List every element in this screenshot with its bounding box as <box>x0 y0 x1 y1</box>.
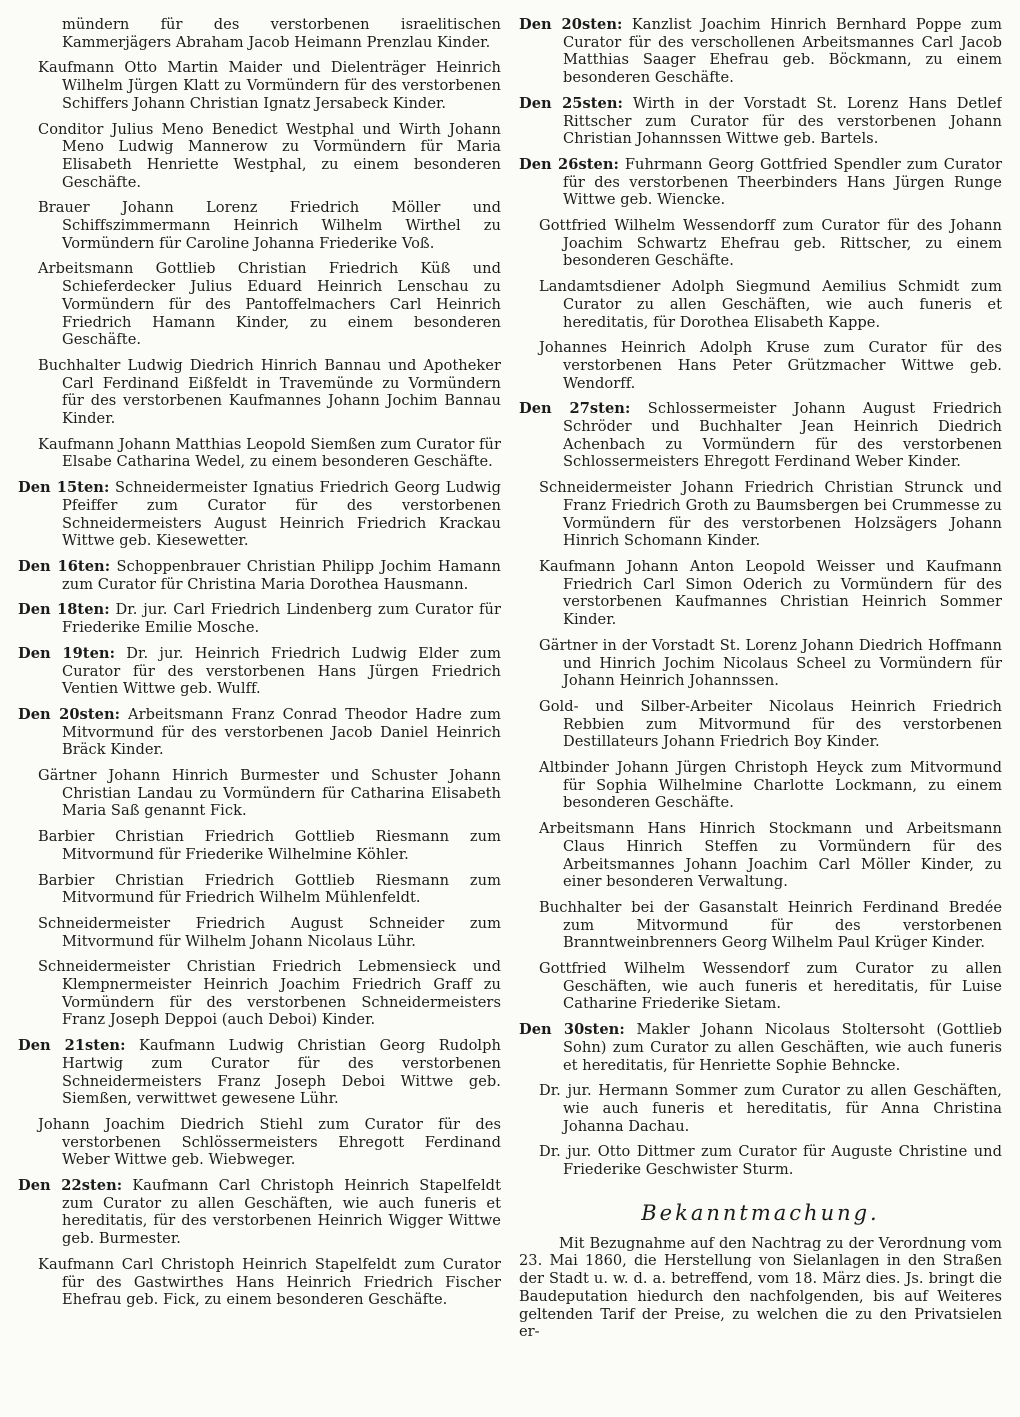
register-entry <box>519 960 1002 1013</box>
entry-date: Den 25sten: <box>519 94 623 112</box>
entry-text: Schneidermeister Christian Friedrich Lebmensieck und Klempnermeister Heinrich Joachim Friedrich Graff zu Vormündern für des verstorbenen Schneidermeisters Franz Joseph Deppoi (auch Deboi) Kinder. <box>38 958 501 1029</box>
entry-text: Kanzlist Joachim Hinrich Bernhard Poppe zum Curator für des verschollenen Arbeitsmannes Carl Jacob Matthias Saager Ehefrau geb. Böckmann, zu einem besonderen Geschäfte. <box>563 16 1002 87</box>
entry-date: Den 18ten: <box>18 601 110 619</box>
entry-text: Wirth in der Vorstadt St. Lorenz Hans Detlef Rittscher zum Curator für des verstorbenen Johann Christian Johannssen Wittwe geb. Bartels. <box>563 94 1002 148</box>
entry-text: Kaufmann Johann Anton Leopold Weisser und Kaufmann Friedrich Carl Simon Oderich zu Vormündern für des verstorbenen Kaufmannes Christian Heinrich Sommer Kinder. <box>539 557 1002 629</box>
entry-text: Fuhrmann Georg Gottfried Spendler zum Curator für des verstorbenen Theerbinders Hans Jürgen Runge Wittwe geb. Wiencke. <box>563 155 1002 209</box>
entry-text: Schneidermeister Friedrich August Schneider zum Mitvormund für Wilhelm Johann Nicolaus Lühr. <box>38 914 501 950</box>
register-entry <box>519 16 1002 87</box>
entry-text: Kaufmann Carl Christoph Heinrich Stapelfeldt zum Curator zu allen Geschäften, wie auch funeris et hereditatis, für des verstorbenen Heinrich Wigger Wittwe geb. Burmester. <box>62 1177 501 1248</box>
entry-date: Den 22sten: <box>18 1177 123 1195</box>
entry-text: Gold- und Silber-Arbeiter Nicolaus Heinrich Friedrich Rebbien zum Mitvormund für des verstorbenen Destillateurs Johann Friedrich Boy Kinder. <box>539 697 1002 751</box>
entry-text: Johann Joachim Diedrich Stiehl zum Curator für des verstorbenen Schlössermeisters Ehregott Ferdinand Weber Wittwe geb. Wiebweger. <box>38 1115 501 1169</box>
entry-text: Altbinder Johann Jürgen Christoph Heyck zum Mitvormund für Sophia Wilhelmine Charlotte Lockmann, zu einem besonderen Geschäfte. <box>539 759 1002 812</box>
right-column <box>517 16 1002 1407</box>
entry-text: Gottfried Wilhelm Wessendorf zum Curator zu allen Geschäften, wie auch funeris et hereditatis, für Luise Catharine Friederike Sietam. <box>539 960 1002 1013</box>
register-entry <box>18 436 501 471</box>
entry-date: Den 19ten: <box>18 644 116 662</box>
register-entry <box>18 1256 501 1309</box>
entry-text: Arbeitsmann Hans Hinrich Stockmann und Arbeitsmann Claus Hinrich Steffen zu Vormündern für des Arbeitsmannes Johann Joachim Carl Möller Kinder, zu einer besonderen Verwaltung. <box>539 820 1002 891</box>
register-entry <box>519 1021 1002 1074</box>
register-entry <box>519 759 1002 812</box>
register-entry <box>18 958 501 1029</box>
register-entry <box>519 95 1002 148</box>
entry-text: mündern für des verstorbenen israelitischen Kammerjägers Abraham Jacob Heimann Prenzlau Kinder. <box>62 16 501 51</box>
announcement-text: Mit Bezugnahme auf den Nachtrag zu der Verordnung vom 23. Mai 1860, die Herstellung von Sielanlagen in den Straßen der Stadt u. w. d. a. betreffend, vom 18. März dies. Js. bringt die Baudeputation hiedurch den nachfolgenden, bis auf Weiteres geltenden Tarif der Preise, zu welchen die zu den Privatsielen er- <box>519 1234 1002 1341</box>
entry-date: Den 20sten: <box>519 16 623 33</box>
entry-text: Kaufmann Johann Matthias Leopold Siemßen zum Curator für Elsabe Catharina Wedel, zu einem besonderen Geschäfte. <box>38 435 501 471</box>
register-entry <box>519 156 1002 209</box>
register-entry <box>18 1037 501 1108</box>
entry-text: Schneidermeister Johann Friedrich Christian Strunck und Franz Friedrich Groth zu Baumsbergen bei Crummesse zu Vormündern für des verstorbenen Holzsägers Johann Hinrich Schomann Kinder. <box>539 479 1002 550</box>
entry-text: Schlossermeister Johann August Friedrich Schröder und Buchhalter Jean Heinrich Diedrich Achenbach zu Vormündern für des verstorbenen Schlossermeisters Ehregott Ferdinand Weber Kinder. <box>563 400 1002 471</box>
entry-date: Den 30sten: <box>519 1021 625 1039</box>
entry-date: Den 26sten: <box>519 155 619 173</box>
register-entry <box>519 637 1002 690</box>
left-column <box>18 16 503 1407</box>
entry-text: Barbier Christian Friedrich Gottlieb Riesmann zum Mitvormund für Friederike Wilhelmine Köhler. <box>38 828 501 863</box>
entry-text: Arbeitsmann Franz Conrad Theodor Hadre zum Mitvormund für des verstorbenen Jacob Daniel Heinrich Bräck Kinder. <box>62 705 501 759</box>
register-entry <box>18 915 501 950</box>
entry-date: Den 16ten: <box>18 557 111 575</box>
entry-text: Buchhalter bei der Gasanstalt Heinrich Ferdinand Bredée zum Mitvormund für des verstorbenen Branntweinbrenners Georg Wilhelm Paul Krüger Kinder. <box>539 898 1002 952</box>
entry-text: Schoppenbrauer Christian Philipp Jochim Hamann zum Curator für Christina Maria Dorothea Hausmann. <box>62 557 501 593</box>
register-entry <box>18 59 501 112</box>
entry-date: Den 27sten: <box>519 400 631 418</box>
announcement-heading: Bekanntmachung. <box>641 1200 880 1225</box>
register-entry <box>519 400 1002 471</box>
register-entry <box>18 357 501 428</box>
register-entry <box>18 1177 501 1248</box>
entry-text: Barbier Christian Friedrich Gottlieb Riesmann zum Mitvormund für Friedrich Wilhelm Mühlenfeldt. <box>38 871 501 907</box>
entry-text: Dr. jur. Hermann Sommer zum Curator zu allen Geschäften, wie auch funeris et hereditatis, für Anna Christina Johanna Dachau. <box>539 1082 1002 1135</box>
entry-text: Kaufmann Ludwig Christian Georg Rudolph Hartwig zum Curator für des verstorbenen Schneidermeisters Franz Joseph Deboi Wittwe geb. Siemßen, verwittwet gewesene Lühr. <box>62 1037 501 1108</box>
entry-text: Kaufmann Otto Martin Maider und Dielenträger Heinrich Wilhelm Jürgen Klatt zu Vormündern für des verstorbenen Schiffers Johann Christian Ignatz Jersabeck Kinder. <box>38 59 501 112</box>
register-entry <box>519 1082 1002 1135</box>
register-entry <box>18 645 501 698</box>
entry-text: Dr. jur. Carl Friedrich Lindenberg zum Curator für Friederike Emilie Mosche. <box>62 601 501 637</box>
register-entry <box>519 820 1002 891</box>
register-entry <box>519 339 1002 392</box>
entry-text: Conditor Julius Meno Benedict Westphal und Wirth Johann Meno Ludwig Mannerow zu Vormündern für Maria Elisabeth Henriette Westphal, zu einem besonderen Geschäfte. <box>38 120 501 191</box>
entry-date: Den 15ten: <box>18 479 110 497</box>
register-entry <box>519 217 1002 270</box>
register-entry <box>519 1143 1002 1178</box>
register-entry <box>18 558 501 593</box>
register-entry <box>18 872 501 907</box>
entry-text: Schneidermeister Ignatius Friedrich Georg Ludwig Pfeiffer zum Curator für des verstorbenen Schneidermeisters August Heinrich Friedrich Krackau Wittwe geb. Kiesewetter. <box>62 479 501 550</box>
register-entry <box>519 278 1002 331</box>
entry-text: Johannes Heinrich Adolph Kruse zum Curator für des verstorbenen Hans Peter Grützmacher Wittwe geb. Wendorff. <box>539 339 1002 392</box>
entry-text: Arbeitsmann Gottlieb Christian Friedrich Küß und Schieferdecker Julius Eduard Heinrich Lenschau zu Vormündern für des Pantoffelmachers Carl Heinrich Friedrich Hamann Kinder, zu einem besonderen Geschäfte. <box>38 260 501 349</box>
register-entry <box>519 698 1002 751</box>
register-entry <box>18 260 501 349</box>
register-entry <box>18 706 501 759</box>
register-entry <box>18 121 501 192</box>
register-entry <box>519 479 1002 550</box>
register-entry <box>18 767 501 820</box>
register-entry <box>519 558 1002 629</box>
entry-text: Gärtner Johann Hinrich Burmester und Schuster Johann Christian Landau zu Vormündern für Catharina Elisabeth Maria Saß genannt Fick. <box>38 767 501 820</box>
register-entry <box>18 601 501 636</box>
entry-text: Landamtsdiener Adolph Siegmund Aemilius Schmidt zum Curator zu allen Geschäften, wie auch funeris et hereditatis, für Dorothea Elisabeth Kappe. <box>539 278 1002 331</box>
entry-text: Buchhalter Ludwig Diedrich Hinrich Bannau und Apotheker Carl Ferdinand Eißfeldt in Travemünde zu Vormündern für des verstorbenen Kaufmannes Johann Jochim Bannau Kinder. <box>38 356 501 428</box>
entry-text: Gottfried Wilhelm Wessendorff zum Curator für des Johann Joachim Schwartz Ehefrau geb. Rittscher, zu einem besonderen Geschäfte. <box>539 217 1002 270</box>
register-entry <box>18 479 501 550</box>
register-entry <box>18 828 501 863</box>
entry-text: Kaufmann Carl Christoph Heinrich Stapelfeldt zum Curator für des Gastwirthes Hans Heinrich Friedrich Fischer Ehefrau geb. Fick, zu einem besonderen Geschäfte. <box>38 1255 501 1309</box>
entry-date: Den 21sten: <box>18 1037 126 1055</box>
entry-text: Dr. jur. Otto Dittmer zum Curator für Auguste Christine und Friederike Geschwister Sturm. <box>539 1143 1002 1179</box>
entry-date: Den 20sten: <box>18 705 121 723</box>
register-entry <box>18 1116 501 1169</box>
register-entry <box>519 899 1002 952</box>
entry-text: Dr. jur. Heinrich Friedrich Ludwig Elder zum Curator für des verstorbenen Hans Jürgen Friedrich Ventien Wittwe geb. Wulff. <box>62 644 501 698</box>
register-entry <box>18 16 501 51</box>
register-entry <box>18 199 501 252</box>
entry-text: Brauer Johann Lorenz Friedrich Möller und Schiffszimmermann Heinrich Wilhelm Wirthel zu Vormündern für Caroline Johanna Friederike Voß. <box>38 199 501 252</box>
right-column-entries <box>519 16 1002 1179</box>
entry-text: Gärtner in der Vorstadt St. Lorenz Johann Diedrich Hoffmann und Hinrich Jochim Nicolaus Scheel zu Vormündern für Johann Heinrich Johannssen. <box>539 636 1002 690</box>
entry-text: Makler Johann Nicolaus Stoltersoht (Gottlieb Sohn) zum Curator zu allen Geschäften, wie auch funeris et hereditatis, für Henriette Sophie Behncke. <box>563 1021 1002 1074</box>
